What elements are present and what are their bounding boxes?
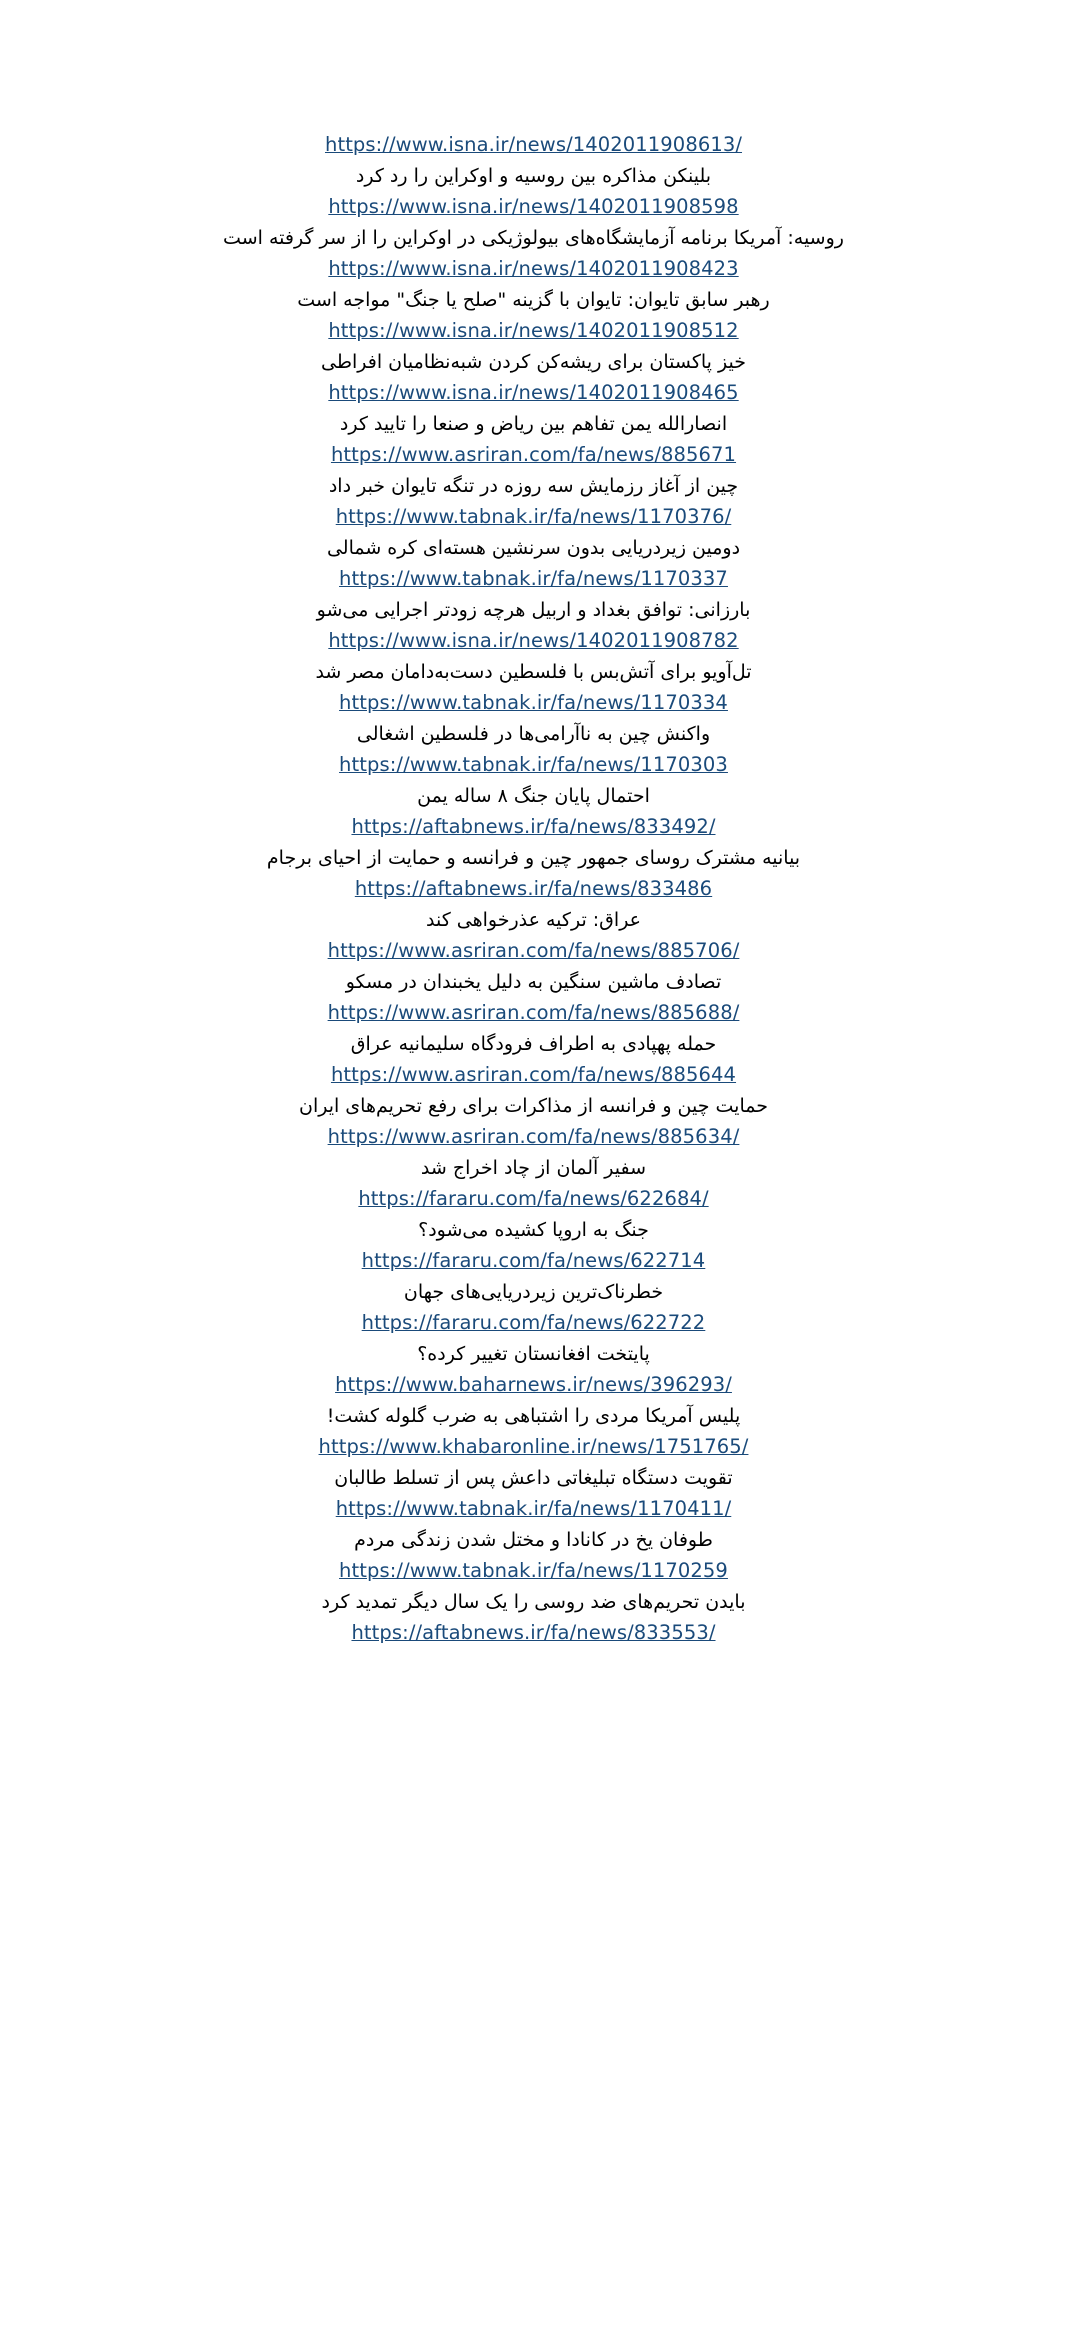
- news-url-link[interactable]: https://www.isna.ir/news/1402011908423: [328, 257, 739, 280]
- news-entry: [110, 1370, 957, 1432]
- news-entry: [110, 192, 957, 254]
- news-entry: [110, 998, 957, 1060]
- news-link-list: [110, 130, 957, 1648]
- news-url-link[interactable]: https://aftabnews.ir/fa/news/833492/: [351, 815, 716, 838]
- news-title: بیانیه مشترک روسای جمهور چین و فرانسه و حمایت از احیای برجام: [266, 847, 801, 869]
- news-url-link[interactable]: https://www.tabnak.ir/fa/news/1170376/: [335, 505, 732, 528]
- news-url-link[interactable]: https://www.isna.ir/news/1402011908613/: [324, 133, 743, 156]
- news-url-link[interactable]: https://www.asriran.com/fa/news/885671: [330, 443, 737, 466]
- news-entry: [110, 440, 957, 502]
- news-entry: [110, 130, 957, 192]
- news-url-link[interactable]: https://www.tabnak.ir/fa/news/1170411/: [335, 1497, 732, 1520]
- news-title: جنگ به اروپا کشیده می‌شود؟: [418, 1219, 649, 1241]
- news-entry: [110, 874, 957, 936]
- news-url-link[interactable]: https://fararu.com/fa/news/622714: [361, 1249, 706, 1272]
- news-entry: [110, 1246, 957, 1308]
- news-url-link[interactable]: https://www.khabaronline.ir/news/1751765/: [318, 1435, 749, 1458]
- news-entry: [110, 316, 957, 378]
- news-entry: [110, 254, 957, 316]
- news-title: بارزانی: توافق بغداد و اربیل هرچه زودتر اجرایی می‌شو: [316, 599, 751, 621]
- news-title: دومین زیردریایی بدون سرنشین هسته‌ای کره شمالی: [326, 537, 741, 559]
- news-title: تل‌آویو برای آتش‌بس با فلسطین دست‌به‌دامان مصر شد: [315, 661, 752, 683]
- news-entry: [110, 1308, 957, 1370]
- news-url-link[interactable]: https://aftabnews.ir/fa/news/833486: [354, 877, 713, 900]
- news-entry: [110, 502, 957, 564]
- news-entry: [110, 688, 957, 750]
- news-title: انصارالله یمن تفاهم بین ریاض و صنعا را تایید کرد: [339, 413, 728, 435]
- news-url-link[interactable]: https://www.tabnak.ir/fa/news/1170334: [339, 691, 728, 714]
- news-url-link[interactable]: https://www.asriran.com/fa/news/885634/: [327, 1125, 740, 1148]
- news-title: حمایت چین و فرانسه از مذاکرات برای رفع تحریم‌های ایران: [298, 1095, 768, 1117]
- news-title: واکنش چین به ناآرامی‌ها در فلسطین اشغالی: [356, 723, 711, 745]
- news-url-link[interactable]: https://fararu.com/fa/news/622684/: [358, 1187, 709, 1210]
- news-title: رهبر سابق تایوان: تایوان با گزینه "صلح یا جنگ" مواجه است: [297, 289, 770, 311]
- news-entry: [110, 1556, 957, 1618]
- news-url-link[interactable]: https://www.tabnak.ir/fa/news/1170303: [339, 753, 728, 776]
- news-url-link[interactable]: https://www.asriran.com/fa/news/885706/: [327, 939, 740, 962]
- news-entry: [110, 1494, 957, 1556]
- news-title: تقویت دستگاه تبلیغاتی داعش پس از تسلط طالبان: [334, 1467, 733, 1489]
- news-url-link[interactable]: https://www.isna.ir/news/1402011908782: [328, 629, 739, 652]
- news-title: طوفان یخ در کانادا و مختل شدن زندگی مردم: [354, 1529, 713, 1551]
- news-url-link[interactable]: https://www.asriran.com/fa/news/885644: [330, 1063, 737, 1086]
- news-entry: [110, 1184, 957, 1246]
- news-entry: [110, 1122, 957, 1184]
- news-entry: [110, 564, 957, 626]
- news-title: روسیه: آمریکا برنامه آزمایشگاه‌های بیولوژیکی در اوکراین را از سر گرفته است: [223, 227, 844, 249]
- news-entry: [110, 750, 957, 812]
- news-entry: [110, 1618, 957, 1648]
- news-entry: [110, 936, 957, 998]
- news-url-link[interactable]: https://aftabnews.ir/fa/news/833553/: [351, 1621, 716, 1644]
- news-url-link[interactable]: https://www.tabnak.ir/fa/news/1170337: [339, 567, 728, 590]
- news-title: بلینکن مذاکره بین روسیه و اوکراین را رد کرد: [355, 165, 712, 187]
- news-entry: [110, 626, 957, 688]
- news-title: خطرناک‌ترین زیردریایی‌های جهان: [403, 1281, 664, 1303]
- news-url-link[interactable]: https://fararu.com/fa/news/622722: [361, 1311, 706, 1334]
- news-entry: [110, 378, 957, 440]
- news-entry: [110, 812, 957, 874]
- news-title: بایدن تحریم‌های ضد روسی را یک سال دیگر تمدید کرد: [321, 1591, 746, 1613]
- news-url-link[interactable]: https://www.tabnak.ir/fa/news/1170259: [339, 1559, 728, 1582]
- news-url-link[interactable]: https://www.isna.ir/news/1402011908465: [328, 381, 739, 404]
- news-entry: [110, 1060, 957, 1122]
- news-url-link[interactable]: https://www.asriran.com/fa/news/885688/: [327, 1001, 740, 1024]
- news-url-link[interactable]: https://www.isna.ir/news/1402011908598: [328, 195, 739, 218]
- news-title: تصادف ماشین سنگین به دلیل یخبندان در مسکو: [345, 971, 722, 993]
- news-url-link[interactable]: https://www.baharnews.ir/news/396293/: [335, 1373, 732, 1396]
- news-url-link[interactable]: https://www.isna.ir/news/1402011908512: [328, 319, 739, 342]
- news-title: حمله پهپادی به اطراف فرودگاه سلیمانیه عراق: [350, 1033, 717, 1055]
- news-title: سفیر آلمان از چاد اخراج شد: [420, 1157, 647, 1179]
- news-title: عراق: ترکیه عذرخواهی کند: [425, 909, 642, 931]
- news-title: خیز پاکستان برای ریشه‌کن کردن شبه‌نظامیان افراطی: [321, 351, 746, 373]
- news-title: چین از آغاز رزمایش سه روزه در تنگه تایوان خبر داد: [328, 475, 739, 497]
- news-title: احتمال پایان جنگ ۸ ساله یمن: [417, 785, 650, 807]
- news-title: پلیس آمریکا مردی را اشتباهی به ضرب گلوله کشت!: [326, 1405, 741, 1427]
- news-entry: [110, 1432, 957, 1494]
- news-title: پایتخت افغانستان تغییر کرده؟: [417, 1343, 650, 1365]
